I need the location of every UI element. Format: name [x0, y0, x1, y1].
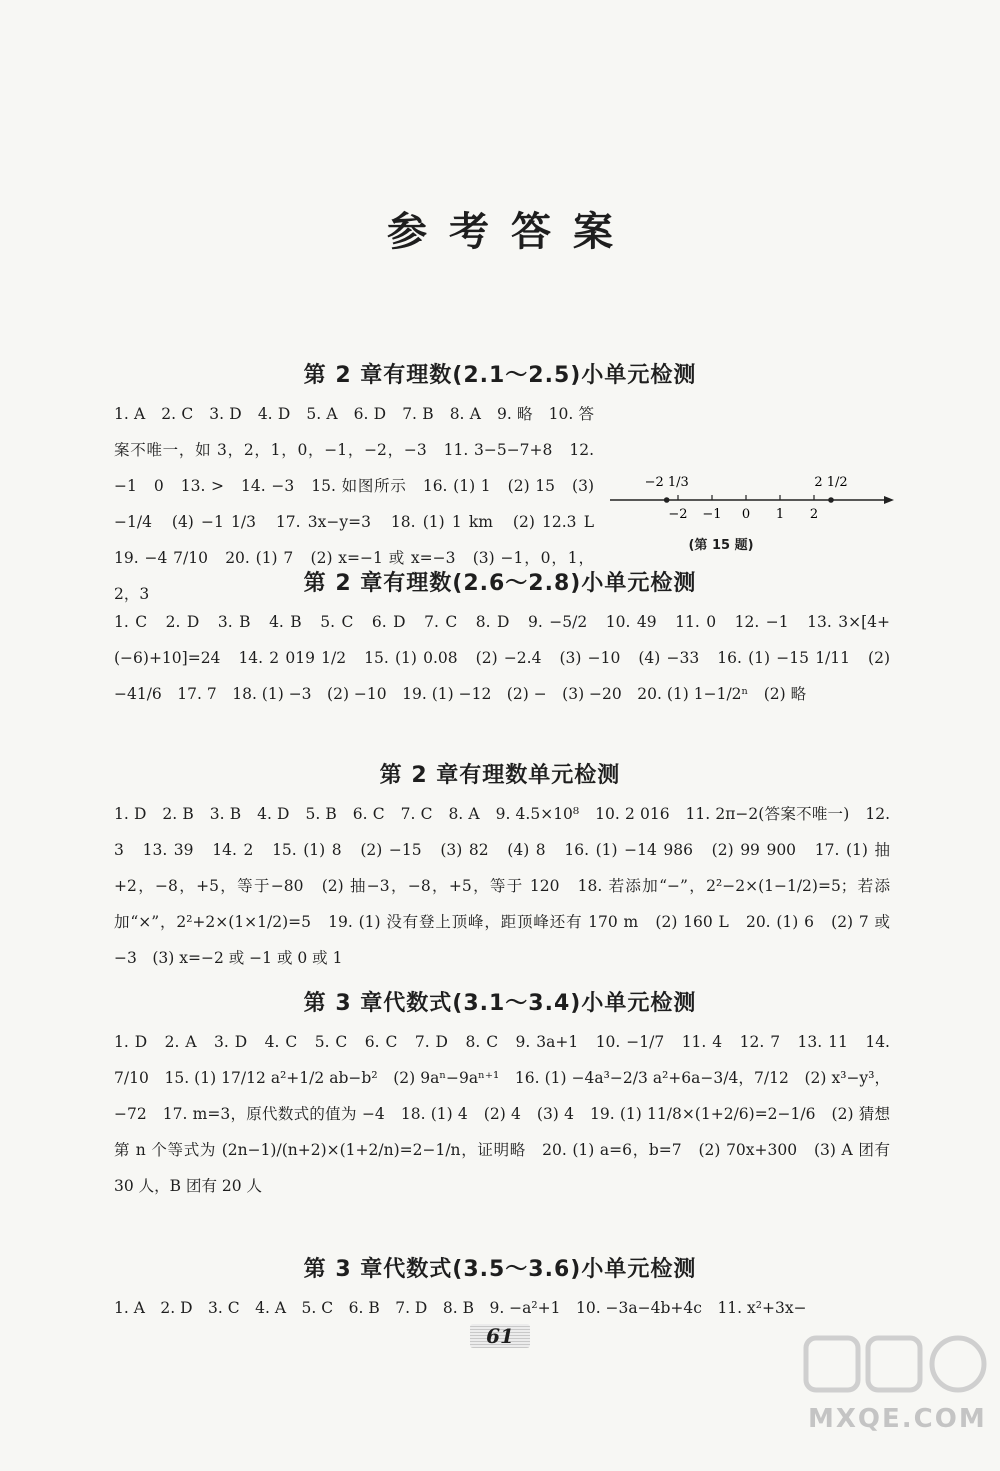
number-line-tick-label: −1	[702, 507, 722, 522]
number-line-point-label: 2 1/2	[814, 475, 848, 490]
number-line-tick-label: 2	[809, 507, 819, 522]
number-line-tick-label: 1	[775, 507, 785, 522]
watermark-url: MXQE.COM	[808, 1404, 987, 1434]
section-heading: 第 2 章有理数(2.6～2.8)小单元检测	[303, 571, 697, 596]
section-answers: 1. D 2. A 3. D 4. C 5. C 6. C 7. D 8. C 9. 3a+1 10. −1/7 11. 4 12. 7 13. 11 14. 7/10 15. (1) 17/12 a²+1/2 ab−b² (2) 9aⁿ−9aⁿ⁺¹ 16. (1) −4a³−2/3 a²+6a−3/4，7/12 (2) x³−y³，−72 17. m=3，原代数式的值为 −4 18. (1) 4 (2) 4 (3) 4 19. (1) 11/8×(1+2/6)=2−1/6 (2) 猜想第 n 个等式为 (2n−1)/(n+2)×(1+2/n)=2−1/n，证明略 20. (1) a=6，b=7 (2) 70x+300 (3) A 团有 30 人，B 团有 20 人	[114, 1033, 895, 1195]
section-answers: 1. A 2. D 3. C 4. A 5. C 6. B 7. D 8. B 9. −a²+1 10. −3a−4b+4c 11. x²+3x−	[114, 1299, 807, 1317]
section-answers: 1. D 2. B 3. B 4. D 5. B 6. C 7. C 8. A 9. 4.5×10⁸ 10. 2 016 11. 2π−2(答案不唯一) 12. 3 13. 39 14. 2 15. (1) 8 (2) −15 (3) 82 (4) 8 16. (1) −14 986 (2) 99 900 17. (1) 抽+2，−8，+5，等于−80 (2) 抽−3，−8，+5，等于 120 18. 若添加“−”，2²−2×(1−1/2)=5；若添加“×”，2²+2×(1×1/2)=5 19. (1) 没有登上顶峰，距顶峰还有 170 m (2) 160 L 20. (1) 6 (2) 7 或 −3 (3) x=−2 或 −1 或 0 或 1	[114, 805, 895, 967]
section-heading: 第 2 章有理数(2.1～2.5)小单元检测	[303, 363, 697, 388]
number-line-point	[664, 497, 670, 503]
section-heading: 第 3 章代数式(3.5～3.6)小单元检测	[303, 1257, 697, 1282]
number-line-figure	[606, 448, 896, 558]
number-line-tick-label: −2	[668, 507, 688, 522]
section-answers: 1. A 2. C 3. D 4. D 5. A 6. D 7. B 8. A 9. 略 10. 答案不唯一，如 3，2，1，0，−1，−2，−3 11. 3−5−7+8 12. −1 0 13. > 14. −3 15. 如图所示 16. (1) 1 (2) 15 (3) −1/4 (4) −1 1/3 17. 3x−y=3 18. (1) 1 km (2) 12.3 L 19. −4 7/10 20. (1) 7 (2) x=−1 或 x=−3 (3) −1，0，1，2，3	[114, 405, 610, 603]
number-line-tick-label: 0	[741, 507, 751, 522]
number-line-caption: (第 15 题)	[688, 538, 754, 553]
section-heading: 第 2 章有理数单元检测	[379, 763, 621, 788]
page-title: 参考答案	[387, 208, 635, 255]
section-answers: 1. C 2. D 3. B 4. B 5. C 6. D 7. C 8. D 9. −5/2 10. 49 11. 0 12. −1 13. 3×[4+(−6)+10]=24 14. 2 019 1/2 15. (1) 0.08 (2) −2.4 (3) −10 (4) −33 16. (1) −15 1/11 (2) −41/6 17. 7 18. (1) −3 (2) −10 19. (1) −12 (2) − (3) −20 20. (1) 1−1/2ⁿ (2) 略	[114, 613, 895, 703]
number-line-point-label: −2 1/3	[644, 475, 689, 490]
arrow-icon	[884, 496, 894, 504]
page-number: 61	[470, 1324, 530, 1348]
section-heading: 第 3 章代数式(3.1～3.4)小单元检测	[303, 991, 697, 1016]
number-line-point	[828, 497, 834, 503]
watermark-logo	[800, 1330, 990, 1400]
number-line-svg	[606, 448, 896, 534]
